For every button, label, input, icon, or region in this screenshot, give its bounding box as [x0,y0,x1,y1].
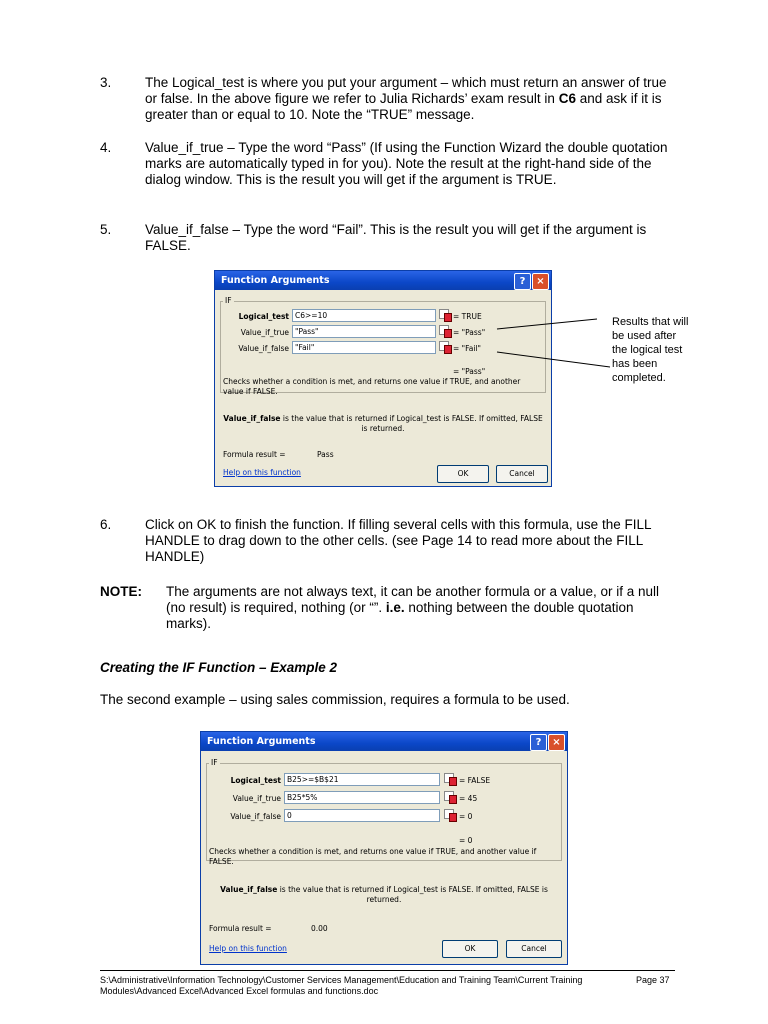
section-heading: Creating the IF Function – Example 2 [100,660,338,675]
help-on-function-link[interactable]: Help on this function [209,944,287,953]
page-number: Page 37 [636,975,670,985]
close-icon[interactable]: × [532,273,549,290]
logical-test-label: Logical_test [238,312,289,321]
value-if-true-input[interactable]: B25*5% [284,791,440,804]
item-3-text: The Logical_test is where you put your argument – which must return an answer of true or false. In the above figure we refer to Julia Richards’ exam result in C6 and ask if it is greater than or equal to 10. Note the “TRUE” message. [145,75,667,122]
dialog-title-bar[interactable] [201,732,567,751]
formula-result-value: 0.00 [311,924,328,933]
value-if-true-result: = "Pass" [453,328,486,337]
value-if-false-label: Value_if_false [238,344,289,353]
logical-test-label: Logical_test [230,776,281,785]
dialog-title: Function Arguments [221,275,330,286]
logical-test-input[interactable]: C6>=10 [292,309,436,322]
value-if-true-label: Value_if_true [240,328,289,337]
collapse-dialog-icon[interactable] [439,325,451,337]
logical-test-input[interactable]: B25>=$B$21 [284,773,440,786]
item-4-text: Value_if_true – Type the word “Pass” (If using the Function Wizard the double quotation marks are automatically typed in for you). Note the result at the right-hand side of the dialog window. This is the result you will get if the argument is TRUE. [145,140,668,187]
note-text: The arguments are not always text, it can be another formula or a value, or if a null (no result) is required, nothing (or “”. i.e. nothing between the double quotation marks). [166,584,660,631]
value-if-true-label: Value_if_true [232,794,281,803]
cancel-button[interactable]: Cancel [496,465,548,483]
function-arguments-dialog-1 [214,270,552,487]
collapse-dialog-icon[interactable] [444,809,456,821]
formula-result-label: Formula result = [223,450,286,459]
item-3-number: 3. [100,75,112,90]
value-if-false-label: Value_if_false [230,812,281,821]
help-icon[interactable]: ? [514,273,531,290]
argument-detail: Value_if_false is the value that is returned if Logical_test is FALSE. If omitted, FALSE is returned. [220,885,548,904]
collapse-dialog-icon[interactable] [439,341,451,353]
note-label: NOTE: [100,584,142,599]
function-description: Checks whether a condition is met, and returns one value if TRUE, and another value if FALSE. [209,847,537,866]
value-if-false-input[interactable]: 0 [284,809,440,822]
value-if-false-result: = "Fail" [453,344,481,353]
cancel-button[interactable]: Cancel [506,940,562,958]
item-5-text: Value_if_false – Type the word “Fail”. This is the result you will get if the argument is FALSE. [145,222,647,253]
value-if-true-result: = 45 [459,794,478,803]
group-label: IF [211,758,218,767]
footer-rule [100,970,675,971]
collapse-dialog-icon[interactable] [444,773,456,785]
dialog-title: Function Arguments [207,736,316,747]
value-if-false-result: = 0 [459,812,473,821]
overall-result: = "Pass" [453,367,486,376]
ok-button[interactable]: OK [437,465,489,483]
item-5-number: 5. [100,222,112,237]
intro-text: The second example – using sales commission, requires a formula to be used. [100,692,570,707]
value-if-false-input[interactable]: "Fail" [292,341,436,354]
overall-result: = 0 [459,836,473,845]
collapse-dialog-icon[interactable] [439,309,451,321]
formula-result-value: Pass [317,450,334,459]
function-description: Checks whether a condition is met, and returns one value if TRUE, and another value if FALSE. [223,377,521,396]
item-6-number: 6. [100,517,112,532]
item-6-text: Click on OK to finish the function. If filling several cells with this formula, use the FILL HANDLE to drag down to the other cells. (see Page 14 to read more about the FILL HANDLE) [145,517,651,564]
formula-result-label: Formula result = [209,924,272,933]
value-if-true-input[interactable]: "Pass" [292,325,436,338]
dialog-title-bar[interactable] [215,271,551,290]
collapse-dialog-icon[interactable] [444,791,456,803]
results-callout: Results that will be used after the logical test has been completed. [612,316,689,384]
group-label: IF [225,296,232,305]
function-arguments-dialog-2 [200,731,568,965]
logical-test-result: = TRUE [453,312,482,321]
footer-path: S:\Administrative\Information Technology\Customer Services Management\Education and Training Team\Current Training Modules\Advanced Excel\Advanced Excel formulas and functions.doc [100,975,583,996]
logical-test-result: = FALSE [459,776,491,785]
help-on-function-link[interactable]: Help on this function [223,468,301,477]
help-icon[interactable]: ? [530,734,547,751]
ok-button[interactable]: OK [442,940,498,958]
argument-detail: Value_if_false is the value that is returned if Logical_test is FALSE. If omitted, FALSE is returned. [223,414,543,433]
close-icon[interactable]: × [548,734,565,751]
item-4-number: 4. [100,140,112,155]
